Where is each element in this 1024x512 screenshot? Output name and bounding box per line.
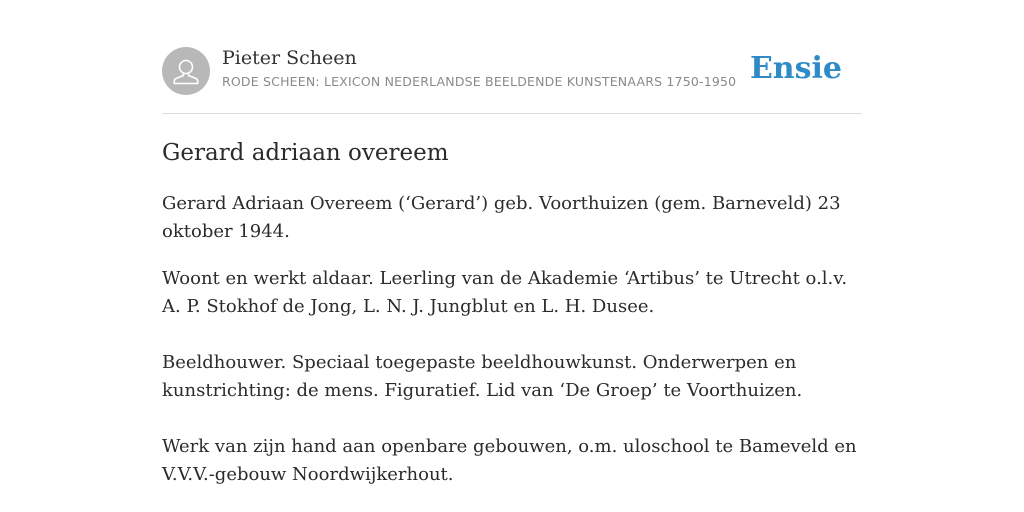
article-title: Gerard adriaan overeem — [162, 140, 449, 166]
article-paragraph-2: Woont en werkt aldaar. Leerling van de Akademie ‘Artibus’ te Utrecht o.l.v. A. P. Stokhof de Jong, L. N. J. Jungblut en L. H. Dusee. — [162, 268, 848, 317]
author-name[interactable]: Pieter Scheen — [222, 47, 357, 69]
user-silhouette-icon — [162, 47, 210, 95]
author-avatar[interactable] — [162, 47, 210, 95]
article-paragraph-1: Gerard Adriaan Overeem (‘Gerard’) geb. Voorthuizen (gem. Barneveld) 23 oktober 1944. — [162, 193, 841, 242]
author-source: RODE SCHEEN: LEXICON NEDERLANDSE BEELDENDE KUNSTENAARS 1750-1950 — [222, 74, 737, 89]
article-paragraph-4: Werk van zijn hand aan openbare gebouwen, o.m. uloschool te Bameveld en V.V.V.-gebouw Noordwijkerhout. — [162, 436, 857, 485]
article-card — [162, 46, 862, 485]
ensie-logo[interactable]: Ensie — [749, 51, 842, 86]
article-paragraph-3: Beeldhouwer. Speciaal toegepaste beeldhouwkunst. Onderwerpen en kunstrichting: de mens. Figuratief. Lid van ‘De Groep’ te Voorthuizen. — [162, 352, 803, 401]
article-header — [162, 46, 862, 114]
